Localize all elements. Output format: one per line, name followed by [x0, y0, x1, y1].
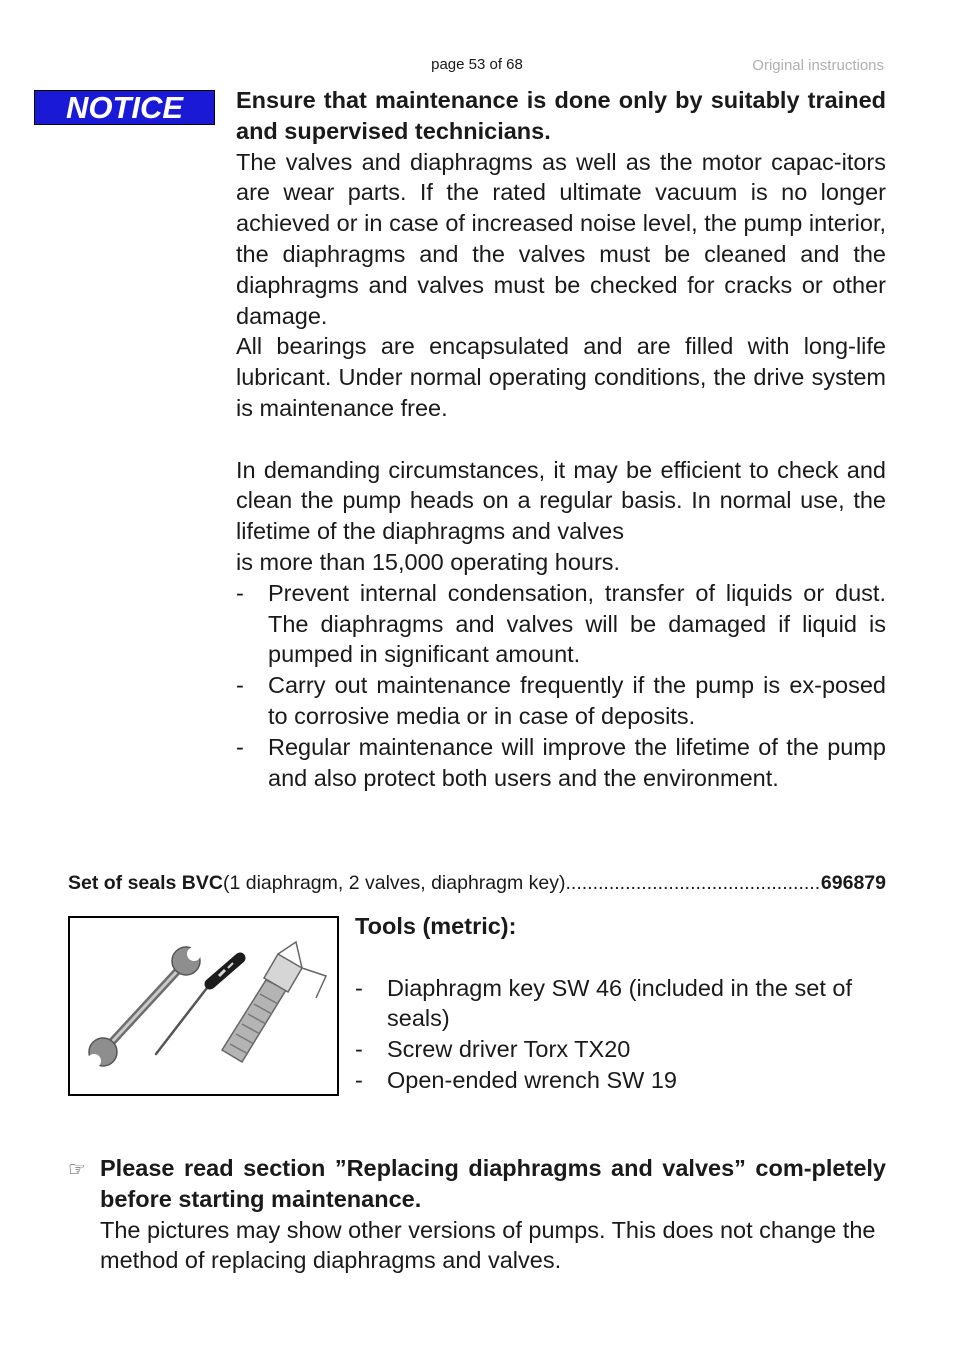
note-text — [100, 1153, 886, 1276]
page-header-doc-label: Original instructions — [752, 57, 884, 74]
list-item — [236, 578, 886, 670]
seals-part-number: 696879 — [820, 872, 886, 894]
tool-text: Open-ended wrench SW 19 — [387, 1066, 677, 1093]
notice-paragraph-bearings: All bearings are encapsulated and are filled with long-life lubricant. Under normal operating conditions, the drive system is maintenance free. — [236, 333, 886, 421]
tools-section — [355, 911, 886, 1096]
list-item — [236, 670, 886, 732]
dash-marker: - — [236, 672, 244, 699]
leader-dots — [565, 870, 820, 896]
notice-paragraph-hours: is more than 15,000 operating hours. — [236, 548, 621, 575]
bullet-text: Carry out maintenance frequently if the pump is ex-posed to corrosive media or in case of deposits. — [268, 672, 886, 729]
dash-marker: - — [236, 733, 244, 760]
notice-paragraph-demanding: In demanding circumstances, it may be efficient to check and clean the pump heads on a regular basis. In normal use, the lifetime of the diaphragms and valves — [236, 456, 886, 545]
tools-image — [68, 916, 339, 1096]
read-section-note — [68, 1153, 886, 1276]
dash-marker: - — [236, 579, 244, 606]
seals-name: Set of seals BVC — [68, 872, 223, 894]
dash-marker: - — [355, 1066, 363, 1093]
note-body: The pictures may show other versions of pumps. This does not change the method of replacing diaphragms and valves. — [100, 1216, 876, 1274]
notice-bullet-list — [236, 578, 886, 794]
wrench-icon — [87, 947, 201, 1068]
list-item — [355, 973, 886, 1035]
notice-badge: NOTICE — [34, 90, 215, 125]
notice-text-block — [236, 85, 886, 793]
dash-marker: - — [355, 1036, 363, 1063]
notice-lead: Ensure that maintenance is done only by suitably trained and supervised technicians. — [236, 87, 886, 144]
list-item — [355, 1065, 886, 1096]
seals-order-line — [68, 870, 886, 896]
paragraph-gap — [236, 424, 886, 455]
pointing-hand-icon: ☞ — [68, 1159, 86, 1181]
note-bold-instruction: Please read section ”Replacing diaphragms and valves” com-pletely before starting maintenance. — [100, 1155, 886, 1212]
dash-marker: - — [355, 974, 363, 1001]
bullet-text: Regular maintenance will improve the lifetime of the pump and also protect both users and the environment. — [268, 733, 886, 791]
list-item — [236, 732, 886, 794]
notice-paragraph-wear-parts: The valves and diaphragms as well as the motor capac-itors are wear parts. If the rated ultimate vacuum is no longer achieved or in case of increased noise level, the pump interior, the diaphragms and the valves must be cleaned and the diaphragms and valves must be checked for cracks or other damage. — [236, 148, 886, 329]
screwdriver-icon — [156, 958, 240, 1054]
tool-text: Screw driver Torx TX20 — [387, 1036, 631, 1063]
list-item — [355, 1034, 886, 1065]
page-header-number: page 53 of 68 — [431, 56, 523, 73]
tool-text: Diaphragm key SW 46 (included in the set of seals) — [387, 974, 853, 1032]
bullet-text: Prevent internal condensation, transfer of liquids or dust. The diaphragms and valves will be damaged if liquid is pumped in significant amount. — [268, 579, 886, 668]
tools-heading: Tools (metric): — [355, 913, 517, 939]
paragraph-gap — [355, 942, 886, 973]
tools-list — [355, 973, 886, 1096]
seals-description: (1 diaphragm, 2 valves, diaphragm key) — [222, 872, 566, 894]
tools-illustration — [70, 918, 337, 1094]
